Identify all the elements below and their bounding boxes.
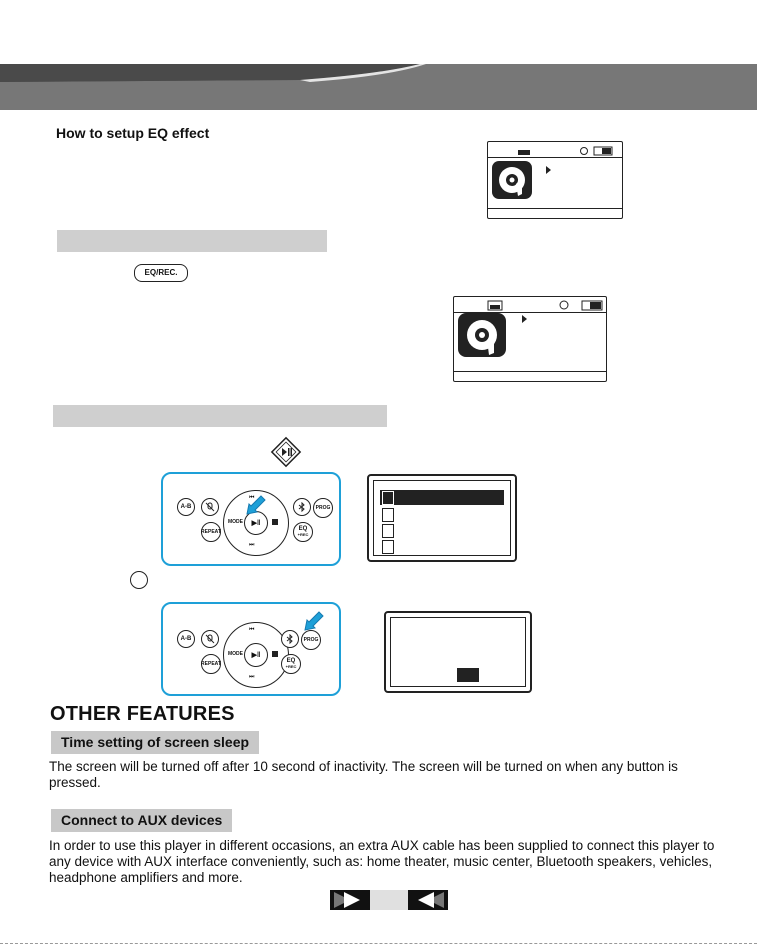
program-cursor (457, 668, 479, 682)
eq-rec-key: EQ/REC. (134, 264, 188, 282)
sleep-label: Time setting of screen sleep (51, 731, 259, 754)
section-bar-2 (53, 405, 387, 427)
lcd-status-icons-2 (454, 297, 606, 381)
stop-icon[interactable] (272, 519, 278, 525)
remote-panel-2 (161, 602, 341, 696)
next-track-icon[interactable]: ⏭ (249, 542, 255, 548)
mic-icon (205, 502, 215, 512)
music-file-icon (382, 491, 394, 505)
sleep-text: The screen will be turned off after 10 second of inactivity. The screen will be turned on when any button is pressed. (49, 759, 678, 790)
ab-button[interactable]: A-B (177, 630, 195, 648)
eq-section-title: How to setup EQ effect (56, 125, 210, 141)
mic-icon (205, 634, 215, 644)
prev-track-icon[interactable]: ⏮ (249, 627, 255, 633)
aux-text: In order to use this player in different occasions, an extra AUX cable has been supplied to connect this player to any device with AUX interface conveniently, such as: home theater, music center, Bluetooth speakers, vehicles, headphone amplifiers and more. (49, 838, 715, 885)
eq-sub-label: +REC (297, 532, 309, 537)
header-swoosh (0, 64, 757, 110)
remote-panel-1 (161, 472, 341, 566)
repeat-button[interactable]: REPEAT (201, 654, 221, 674)
press-arrow-icon (243, 494, 267, 518)
ab-button[interactable]: A-B (177, 498, 195, 516)
section-bar-1 (57, 230, 327, 252)
list-item[interactable] (380, 523, 504, 538)
lcd-screen-music (487, 141, 623, 219)
step-circle (130, 571, 148, 589)
program-screen (384, 611, 532, 693)
mode-label: MODE (228, 651, 243, 657)
play-pause-button[interactable]: ▶‖ (244, 511, 268, 535)
bluetooth-icon (286, 634, 294, 644)
list-item[interactable] (380, 490, 504, 505)
eq-button[interactable] (293, 522, 313, 542)
music-file-icon (382, 524, 394, 538)
music-file-icon (382, 508, 394, 522)
eq-label: EQ (298, 526, 308, 532)
prev-track-icon[interactable]: ⏮ (249, 495, 255, 501)
file-list-inner (373, 480, 511, 556)
rewind-icon[interactable] (408, 890, 448, 910)
other-features-title: OTHER FEATURES (50, 703, 235, 725)
list-item[interactable] (380, 507, 504, 522)
eq-button[interactable] (281, 654, 301, 674)
eq-label: EQ (286, 658, 296, 664)
lcd-status-icons (488, 142, 622, 218)
stop-icon[interactable] (272, 651, 278, 657)
aux-label: Connect to AUX devices (51, 809, 232, 832)
list-item[interactable] (380, 539, 504, 554)
bluetooth-button[interactable] (293, 498, 311, 516)
press-arrow-icon (299, 610, 325, 636)
prog-button[interactable]: PROG (301, 630, 321, 650)
program-screen-inner (390, 617, 526, 687)
dpad (223, 622, 289, 688)
bluetooth-button[interactable] (281, 630, 299, 648)
mute-button[interactable] (201, 498, 219, 516)
fast-forward-icon[interactable] (330, 890, 370, 910)
mute-button[interactable] (201, 630, 219, 648)
lcd-screen-eq (453, 296, 607, 382)
music-file-icon (382, 540, 394, 554)
play-pause-button[interactable]: ▶‖ (244, 643, 268, 667)
page-bottom-edge (0, 943, 757, 945)
next-track-icon[interactable]: ⏭ (249, 674, 255, 680)
file-list-screen (367, 474, 517, 562)
play-pause-icon (270, 436, 302, 468)
prog-button[interactable]: PROG (313, 498, 333, 518)
page-nav (330, 890, 448, 910)
repeat-button[interactable]: REPEAT (201, 522, 221, 542)
bluetooth-icon (298, 502, 306, 512)
mode-label: MODE (228, 519, 243, 525)
eq-sub-label: +REC (285, 664, 297, 669)
